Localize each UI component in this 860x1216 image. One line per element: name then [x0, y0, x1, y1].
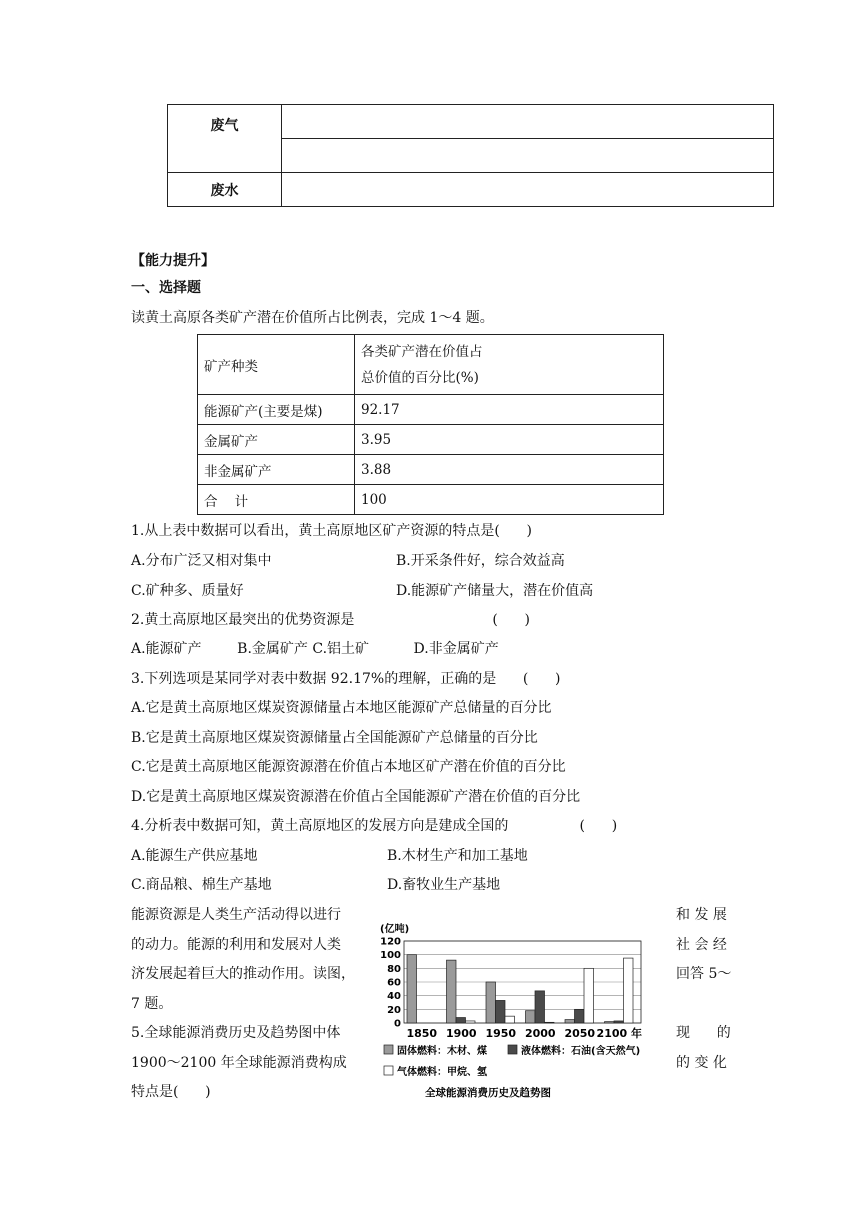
- q4-option-c: C.商品粮、棉生产基地: [131, 877, 272, 893]
- y-tick-label: 0: [394, 1018, 401, 1030]
- x-tick-label: 2000: [524, 1027, 556, 1040]
- q1-option-c: C.矿种多、质量好: [131, 583, 244, 599]
- row-value: 92.17: [355, 395, 664, 425]
- table-row: [198, 425, 664, 455]
- q4-option-d: D.畜牧业生产基地: [387, 877, 501, 893]
- x-tick-label: 1850: [406, 1027, 438, 1040]
- legend-swatch: [508, 1045, 517, 1054]
- x-tick-label: 2050: [564, 1027, 596, 1040]
- waste-water-cell: [282, 173, 774, 207]
- question-3: 3.下列选项是某同学对表中数据 92.17%的理解，正确的是 ( ): [131, 671, 561, 687]
- bar: [584, 968, 594, 1023]
- y-axis-unit: (亿吨): [380, 924, 410, 935]
- x-tick-label: 2100 年: [596, 1027, 643, 1040]
- bar: [605, 1022, 615, 1023]
- section-intro: 读黄土高原各类矿产潜在价值所占比例表，完成 1～4 题。: [131, 310, 494, 326]
- row-value: 3.95: [355, 425, 664, 455]
- bar: [526, 1011, 536, 1023]
- q1-option-d: D.能源矿产储量大，潜在价值高: [396, 583, 594, 599]
- header-mineral-type: 矿产种类: [198, 335, 355, 395]
- question-5-line-2: 1900～2100 年全球能源消费构成: [131, 1055, 347, 1071]
- waste-gas-label: 废气: [168, 105, 282, 173]
- row-name: 能源矿产(主要是煤): [198, 395, 355, 425]
- section-heading: 【能力提升】: [131, 253, 215, 269]
- bar: [565, 1020, 575, 1023]
- passage-line-1-right: 和 发 展: [676, 907, 727, 923]
- question-5-right-1: 现 的: [676, 1025, 731, 1041]
- legend-swatch: [384, 1066, 393, 1075]
- q3-option-b: B.它是黄土高原地区煤炭资源储量占全国能源矿产总储量的百分比: [131, 730, 538, 746]
- bar: [505, 1016, 515, 1023]
- q4-option-a: A.能源生产供应基地: [131, 848, 258, 864]
- passage-line-4-left: 7 题。: [131, 996, 173, 1012]
- bar: [624, 958, 634, 1023]
- waste-gas-cell-2: [282, 139, 774, 173]
- legend-label: 液体燃料：石油(含天然气): [521, 1046, 641, 1057]
- question-2: 2.黄土高原地区最突出的优势资源是 ( ): [131, 612, 530, 628]
- q2-options: A.能源矿产 B.金属矿产 C.铝土矿 D.非金属矿产: [131, 641, 499, 657]
- row-name: 金属矿产: [198, 425, 355, 455]
- passage-line-3-left: 济发展起着巨大的推动作用。读图，: [131, 966, 355, 982]
- bar: [456, 1018, 466, 1023]
- passage-line-2-left: 的动力。能源的利用和发展对人类: [131, 937, 341, 953]
- legend-swatch: [384, 1045, 393, 1054]
- passage-line-2-right: 社 会 经: [676, 937, 727, 953]
- question-5-line-1: 5.全球能源消费历史及趋势图中体: [131, 1025, 341, 1041]
- bar: [447, 960, 457, 1023]
- bar: [496, 1000, 506, 1023]
- q3-option-a: A.它是黄土高原地区煤炭资源储量占本地区能源矿产总储量的百分比: [131, 700, 552, 716]
- bar: [575, 1009, 585, 1023]
- table-row: [198, 455, 664, 485]
- table-row: [198, 395, 664, 425]
- q3-option-d: D.它是黄土高原地区煤炭资源潜在价值占全国能源矿产潜在价值的百分比: [131, 789, 581, 805]
- y-tick-label: 120: [380, 936, 401, 948]
- waste-table: [167, 104, 774, 207]
- row-value: 100: [355, 485, 664, 515]
- y-tick-label: 20: [387, 1004, 401, 1016]
- y-tick-label: 80: [387, 963, 401, 975]
- header-percent-line1: 各类矿产潜在价值占: [361, 343, 483, 360]
- bar: [486, 982, 496, 1023]
- q1-option-b: B.开采条件好，综合效益高: [396, 553, 565, 569]
- table-row: [198, 485, 664, 515]
- row-name: 非金属矿产: [198, 455, 355, 485]
- x-tick-label: 1900: [445, 1027, 477, 1040]
- bar: [466, 1021, 476, 1023]
- legend-label: 固体燃料：木材、煤: [397, 1046, 487, 1057]
- q3-option-c: C.它是黄土高原地区能源资源潜在价值占本地区矿产潜在价值的百分比: [131, 759, 566, 775]
- question-4: 4.分析表中数据可知，黄土高原地区的发展方向是建成全国的 ( ): [131, 818, 618, 834]
- mineral-table: [197, 334, 664, 515]
- q1-option-a: A.分布广泛又相对集中: [131, 553, 272, 569]
- y-tick-label: 40: [387, 991, 401, 1003]
- y-tick-label: 100: [380, 950, 401, 962]
- question-1: 1.从上表中数据可以看出，黄土高原地区矿产资源的特点是( ): [131, 523, 532, 539]
- question-5-line-3: 特点是( ): [131, 1084, 211, 1100]
- q4-option-b: B.木材生产和加工基地: [387, 848, 528, 864]
- energy-consumption-chart: [376, 918, 668, 1102]
- bar: [535, 991, 545, 1023]
- waste-water-label: 废水: [168, 173, 282, 207]
- passage-line-1-left: 能源资源是人类生产活动得以进行: [131, 907, 341, 923]
- section-subheading: 一、选择题: [131, 280, 201, 296]
- question-5-right-2: 的 变 化: [676, 1055, 727, 1071]
- chart-title: 全球能源消费历史及趋势图: [425, 1087, 551, 1099]
- row-value: 3.88: [355, 455, 664, 485]
- bar: [614, 1021, 624, 1023]
- y-tick-label: 60: [387, 977, 401, 989]
- waste-gas-cell-1: [282, 105, 774, 139]
- header-percent-line2: 总价值的百分比(%): [361, 369, 479, 386]
- bar: [407, 955, 417, 1023]
- passage-line-3-right: 回答 5～: [676, 966, 732, 982]
- legend-label: 气体燃料：甲烷、氢: [397, 1067, 487, 1078]
- row-name: 合 计: [198, 485, 355, 515]
- bar: [545, 1022, 555, 1023]
- x-tick-label: 1950: [485, 1027, 517, 1040]
